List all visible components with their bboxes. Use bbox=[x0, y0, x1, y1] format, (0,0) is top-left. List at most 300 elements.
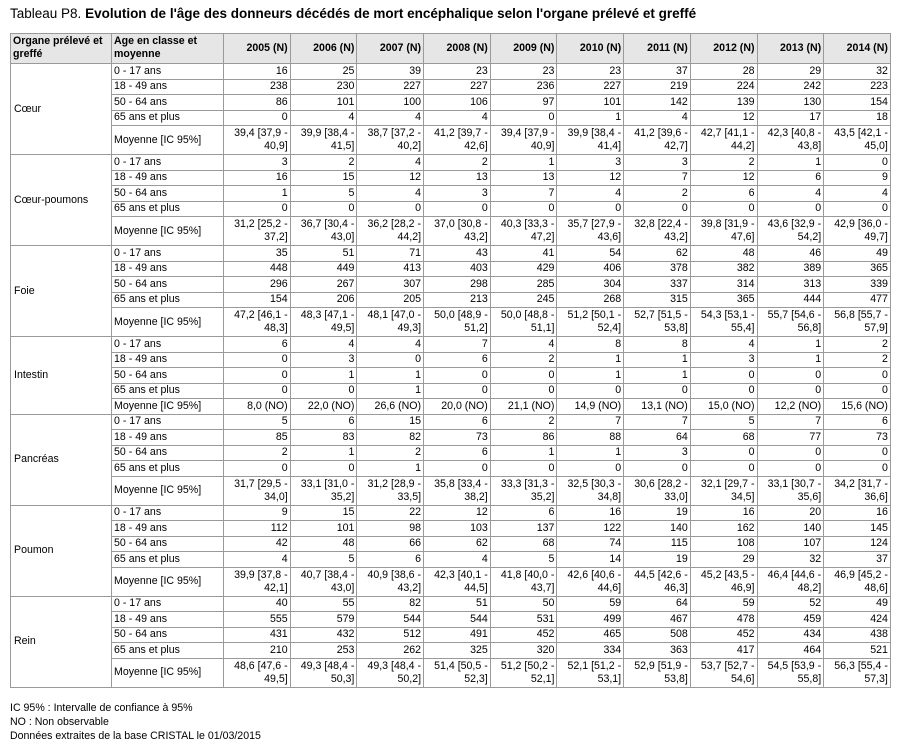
value-cell: 34,2 [31,7 - 36,6] bbox=[824, 476, 891, 505]
value-cell: 5 bbox=[290, 552, 357, 568]
value-cell: 83 bbox=[290, 430, 357, 446]
value-cell: 3 bbox=[624, 155, 691, 171]
table-row bbox=[11, 95, 891, 111]
value-cell: 12 bbox=[557, 170, 624, 186]
value-cell: 227 bbox=[357, 79, 424, 95]
value-cell: 0 bbox=[490, 201, 557, 217]
value-cell: 42 bbox=[224, 536, 291, 552]
value-cell: 32 bbox=[757, 552, 824, 568]
value-cell: 16 bbox=[690, 505, 757, 521]
value-cell: 106 bbox=[424, 95, 491, 111]
value-cell: 4 bbox=[424, 552, 491, 568]
value-cell: 5 bbox=[690, 414, 757, 430]
value-cell: 6 bbox=[424, 445, 491, 461]
value-cell: 314 bbox=[690, 277, 757, 293]
value-cell: 0 bbox=[490, 383, 557, 399]
value-cell: 0 bbox=[424, 383, 491, 399]
value-cell: 23 bbox=[490, 64, 557, 80]
value-cell: 6 bbox=[757, 170, 824, 186]
value-cell: 54,5 [53,9 - 55,8] bbox=[757, 658, 824, 687]
value-cell: 23 bbox=[557, 64, 624, 80]
value-cell: 36,7 [30,4 - 43,0] bbox=[290, 217, 357, 246]
value-cell: 5 bbox=[490, 552, 557, 568]
value-cell: 51 bbox=[290, 246, 357, 262]
value-cell: 51,2 [50,1 - 52,4] bbox=[557, 308, 624, 337]
value-cell: 0 bbox=[690, 383, 757, 399]
value-cell: 452 bbox=[690, 627, 757, 643]
value-cell: 59 bbox=[557, 596, 624, 612]
age-class-cell: 65 ans et plus bbox=[112, 383, 224, 399]
value-cell: 0 bbox=[490, 461, 557, 477]
value-cell: 499 bbox=[557, 612, 624, 628]
value-cell: 108 bbox=[690, 536, 757, 552]
value-cell: 30,6 [28,2 - 33,0] bbox=[624, 476, 691, 505]
value-cell: 29 bbox=[757, 64, 824, 80]
value-cell: 1 bbox=[624, 352, 691, 368]
value-cell: 4 bbox=[357, 186, 424, 202]
table-title-prefix: Tableau P8. bbox=[10, 6, 82, 21]
table-row bbox=[11, 536, 891, 552]
value-cell: 0 bbox=[224, 201, 291, 217]
value-cell: 40,7 [38,4 - 43,0] bbox=[290, 567, 357, 596]
header-organ: Organe prélevé et greffé bbox=[11, 34, 112, 64]
value-cell: 0 bbox=[357, 352, 424, 368]
value-cell: 22 bbox=[357, 505, 424, 521]
value-cell: 298 bbox=[424, 277, 491, 293]
value-cell: 245 bbox=[490, 292, 557, 308]
value-cell: 0 bbox=[757, 445, 824, 461]
value-cell: 62 bbox=[624, 246, 691, 262]
value-cell: 54,3 [53,1 - 55,4] bbox=[690, 308, 757, 337]
value-cell: 101 bbox=[290, 521, 357, 537]
value-cell: 0 bbox=[424, 201, 491, 217]
organ-cell: Cœur bbox=[11, 64, 112, 155]
header-age: Age en classe et moyenne bbox=[112, 34, 224, 64]
value-cell: 236 bbox=[490, 79, 557, 95]
organ-cell: Cœur-poumons bbox=[11, 155, 112, 246]
value-cell: 6 bbox=[424, 352, 491, 368]
value-cell: 491 bbox=[424, 627, 491, 643]
table-row bbox=[11, 201, 891, 217]
age-class-cell: 0 - 17 ans bbox=[112, 596, 224, 612]
table-row bbox=[11, 461, 891, 477]
value-cell: 35,7 [27,9 - 43,6] bbox=[557, 217, 624, 246]
value-cell: 13,1 (NO) bbox=[624, 399, 691, 415]
table-row bbox=[11, 567, 891, 596]
header-year: 2010 (N) bbox=[557, 34, 624, 64]
value-cell: 0 bbox=[557, 461, 624, 477]
age-class-cell: 18 - 49 ans bbox=[112, 430, 224, 446]
value-cell: 16 bbox=[224, 170, 291, 186]
value-cell: 37 bbox=[624, 64, 691, 80]
value-cell: 39,9 [38,4 - 41,4] bbox=[557, 126, 624, 155]
value-cell: 0 bbox=[224, 368, 291, 384]
age-class-cell: 50 - 64 ans bbox=[112, 536, 224, 552]
value-cell: 115 bbox=[624, 536, 691, 552]
value-cell: 33,1 [31,0 - 35,2] bbox=[290, 476, 357, 505]
value-cell: 66 bbox=[357, 536, 424, 552]
value-cell: 429 bbox=[490, 261, 557, 277]
table-row bbox=[11, 277, 891, 293]
organ-cell: Pancréas bbox=[11, 414, 112, 505]
table-row bbox=[11, 308, 891, 337]
value-cell: 4 bbox=[224, 552, 291, 568]
footnote: IC 95% : Intervalle de confiance à 95% bbox=[10, 702, 193, 714]
value-cell: 285 bbox=[490, 277, 557, 293]
value-cell: 49 bbox=[824, 596, 891, 612]
value-cell: 7 bbox=[757, 414, 824, 430]
value-cell: 42,3 [40,1 - 44,5] bbox=[424, 567, 491, 596]
value-cell: 3 bbox=[690, 352, 757, 368]
value-cell: 2 bbox=[624, 186, 691, 202]
value-cell: 0 bbox=[224, 110, 291, 126]
value-cell: 253 bbox=[290, 643, 357, 659]
value-cell: 85 bbox=[224, 430, 291, 446]
value-cell: 59 bbox=[690, 596, 757, 612]
age-class-cell: 18 - 49 ans bbox=[112, 261, 224, 277]
value-cell: 41 bbox=[490, 246, 557, 262]
value-cell: 52 bbox=[757, 596, 824, 612]
value-cell: 12 bbox=[690, 170, 757, 186]
value-cell: 124 bbox=[824, 536, 891, 552]
value-cell: 0 bbox=[424, 461, 491, 477]
age-class-cell: 18 - 49 ans bbox=[112, 170, 224, 186]
value-cell: 444 bbox=[757, 292, 824, 308]
age-class-cell: 18 - 49 ans bbox=[112, 612, 224, 628]
value-cell: 162 bbox=[690, 521, 757, 537]
value-cell: 86 bbox=[490, 430, 557, 446]
value-cell: 434 bbox=[757, 627, 824, 643]
value-cell: 48,6 [47,6 - 49,5] bbox=[224, 658, 291, 687]
value-cell: 13 bbox=[490, 170, 557, 186]
age-class-cell: 18 - 49 ans bbox=[112, 352, 224, 368]
table-row bbox=[11, 186, 891, 202]
value-cell: 15,6 (NO) bbox=[824, 399, 891, 415]
table-row bbox=[11, 430, 891, 446]
value-cell: 4 bbox=[757, 186, 824, 202]
value-cell: 7 bbox=[624, 414, 691, 430]
value-cell: 19 bbox=[624, 552, 691, 568]
value-cell: 382 bbox=[690, 261, 757, 277]
age-class-cell: 50 - 64 ans bbox=[112, 445, 224, 461]
value-cell: 1 bbox=[357, 461, 424, 477]
age-class-cell: Moyenne [IC 95%] bbox=[112, 308, 224, 337]
value-cell: 296 bbox=[224, 277, 291, 293]
value-cell: 7 bbox=[490, 186, 557, 202]
age-class-cell: 65 ans et plus bbox=[112, 110, 224, 126]
header-year: 2013 (N) bbox=[757, 34, 824, 64]
value-cell: 8 bbox=[624, 337, 691, 353]
table-row bbox=[11, 552, 891, 568]
age-class-cell: Moyenne [IC 95%] bbox=[112, 126, 224, 155]
value-cell: 50,0 [48,9 - 51,2] bbox=[424, 308, 491, 337]
value-cell: 54 bbox=[557, 246, 624, 262]
value-cell: 39,4 [37,9 - 40,9] bbox=[490, 126, 557, 155]
value-cell: 417 bbox=[690, 643, 757, 659]
value-cell: 77 bbox=[757, 430, 824, 446]
organ-cell: Foie bbox=[11, 246, 112, 337]
age-class-cell: 50 - 64 ans bbox=[112, 368, 224, 384]
value-cell: 0 bbox=[757, 461, 824, 477]
value-cell: 544 bbox=[357, 612, 424, 628]
value-cell: 48,3 [47,1 - 49,5] bbox=[290, 308, 357, 337]
value-cell: 52,1 [51,2 - 53,1] bbox=[557, 658, 624, 687]
value-cell: 0 bbox=[424, 368, 491, 384]
value-cell: 49,3 [48,4 - 50,2] bbox=[357, 658, 424, 687]
value-cell: 15,0 (NO) bbox=[690, 399, 757, 415]
value-cell: 6 bbox=[424, 414, 491, 430]
value-cell: 0 bbox=[224, 383, 291, 399]
value-cell: 41,2 [39,7 - 42,6] bbox=[424, 126, 491, 155]
value-cell: 1 bbox=[757, 352, 824, 368]
table-row bbox=[11, 383, 891, 399]
value-cell: 219 bbox=[624, 79, 691, 95]
age-class-cell: 65 ans et plus bbox=[112, 461, 224, 477]
value-cell: 464 bbox=[757, 643, 824, 659]
value-cell: 3 bbox=[424, 186, 491, 202]
age-class-cell: 0 - 17 ans bbox=[112, 505, 224, 521]
value-cell: 48 bbox=[290, 536, 357, 552]
value-cell: 467 bbox=[624, 612, 691, 628]
value-cell: 1 bbox=[290, 368, 357, 384]
value-cell: 15 bbox=[357, 414, 424, 430]
value-cell: 107 bbox=[757, 536, 824, 552]
value-cell: 50,0 [48,8 - 51,1] bbox=[490, 308, 557, 337]
value-cell: 49,3 [48,4 - 50,3] bbox=[290, 658, 357, 687]
value-cell: 205 bbox=[357, 292, 424, 308]
value-cell: 267 bbox=[290, 277, 357, 293]
table-body bbox=[11, 64, 891, 688]
value-cell: 140 bbox=[624, 521, 691, 537]
value-cell: 227 bbox=[557, 79, 624, 95]
value-cell: 242 bbox=[757, 79, 824, 95]
value-cell: 424 bbox=[824, 612, 891, 628]
value-cell: 227 bbox=[424, 79, 491, 95]
value-cell: 0 bbox=[690, 445, 757, 461]
value-cell: 4 bbox=[357, 110, 424, 126]
value-cell: 0 bbox=[824, 201, 891, 217]
age-class-cell: 65 ans et plus bbox=[112, 292, 224, 308]
value-cell: 6 bbox=[357, 552, 424, 568]
value-cell: 43,5 [42,1 - 45,0] bbox=[824, 126, 891, 155]
value-cell: 154 bbox=[824, 95, 891, 111]
value-cell: 452 bbox=[490, 627, 557, 643]
value-cell: 1 bbox=[557, 368, 624, 384]
data-table bbox=[10, 33, 891, 688]
table-row bbox=[11, 217, 891, 246]
value-cell: 139 bbox=[690, 95, 757, 111]
value-cell: 64 bbox=[624, 430, 691, 446]
value-cell: 33,1 [30,7 - 35,6] bbox=[757, 476, 824, 505]
value-cell: 213 bbox=[424, 292, 491, 308]
value-cell: 1 bbox=[357, 368, 424, 384]
value-cell: 28 bbox=[690, 64, 757, 80]
age-class-cell: 0 - 17 ans bbox=[112, 337, 224, 353]
age-class-cell: Moyenne [IC 95%] bbox=[112, 399, 224, 415]
value-cell: 68 bbox=[690, 430, 757, 446]
age-class-cell: 18 - 49 ans bbox=[112, 79, 224, 95]
age-class-cell: 50 - 64 ans bbox=[112, 95, 224, 111]
value-cell: 5 bbox=[224, 414, 291, 430]
age-class-cell: Moyenne [IC 95%] bbox=[112, 567, 224, 596]
value-cell: 82 bbox=[357, 430, 424, 446]
value-cell: 49 bbox=[824, 246, 891, 262]
value-cell: 0 bbox=[357, 201, 424, 217]
table-row bbox=[11, 170, 891, 186]
value-cell: 431 bbox=[224, 627, 291, 643]
value-cell: 1 bbox=[490, 155, 557, 171]
value-cell: 73 bbox=[424, 430, 491, 446]
value-cell: 0 bbox=[290, 201, 357, 217]
value-cell: 389 bbox=[757, 261, 824, 277]
value-cell: 304 bbox=[557, 277, 624, 293]
table-row bbox=[11, 445, 891, 461]
value-cell: 477 bbox=[824, 292, 891, 308]
value-cell: 98 bbox=[357, 521, 424, 537]
value-cell: 68 bbox=[490, 536, 557, 552]
value-cell: 46,4 [44,6 - 48,2] bbox=[757, 567, 824, 596]
table-row bbox=[11, 155, 891, 171]
value-cell: 48,1 [47,0 - 49,3] bbox=[357, 308, 424, 337]
value-cell: 1 bbox=[357, 383, 424, 399]
value-cell: 0 bbox=[824, 155, 891, 171]
value-cell: 1 bbox=[557, 445, 624, 461]
value-cell: 53,7 [52,7 - 54,6] bbox=[690, 658, 757, 687]
value-cell: 206 bbox=[290, 292, 357, 308]
value-cell: 337 bbox=[624, 277, 691, 293]
value-cell: 544 bbox=[424, 612, 491, 628]
value-cell: 1 bbox=[224, 186, 291, 202]
value-cell: 2 bbox=[490, 414, 557, 430]
value-cell: 42,7 [41,1 - 44,2] bbox=[690, 126, 757, 155]
value-cell: 17 bbox=[757, 110, 824, 126]
table-title bbox=[10, 6, 696, 21]
header-year: 2008 (N) bbox=[424, 34, 491, 64]
value-cell: 12 bbox=[424, 505, 491, 521]
value-cell: 448 bbox=[224, 261, 291, 277]
value-cell: 230 bbox=[290, 79, 357, 95]
value-cell: 15 bbox=[290, 505, 357, 521]
value-cell: 101 bbox=[557, 95, 624, 111]
value-cell: 6 bbox=[824, 414, 891, 430]
table-row bbox=[11, 627, 891, 643]
value-cell: 19 bbox=[624, 505, 691, 521]
value-cell: 122 bbox=[557, 521, 624, 537]
value-cell: 1 bbox=[757, 337, 824, 353]
value-cell: 12 bbox=[357, 170, 424, 186]
value-cell: 44,5 [42,6 - 46,3] bbox=[624, 567, 691, 596]
value-cell: 7 bbox=[557, 414, 624, 430]
value-cell: 86 bbox=[224, 95, 291, 111]
value-cell: 508 bbox=[624, 627, 691, 643]
value-cell: 9 bbox=[824, 170, 891, 186]
value-cell: 35,8 [33,4 - 38,2] bbox=[424, 476, 491, 505]
table-row bbox=[11, 414, 891, 430]
value-cell: 101 bbox=[290, 95, 357, 111]
value-cell: 38,7 [37,2 - 40,2] bbox=[357, 126, 424, 155]
value-cell: 2 bbox=[490, 352, 557, 368]
value-cell: 45,2 [43,5 - 46,9] bbox=[690, 567, 757, 596]
value-cell: 4 bbox=[424, 110, 491, 126]
value-cell: 531 bbox=[490, 612, 557, 628]
value-cell: 0 bbox=[224, 352, 291, 368]
value-cell: 4 bbox=[290, 337, 357, 353]
value-cell: 16 bbox=[824, 505, 891, 521]
value-cell: 154 bbox=[224, 292, 291, 308]
value-cell: 56,8 [55,7 - 57,9] bbox=[824, 308, 891, 337]
value-cell: 9 bbox=[224, 505, 291, 521]
value-cell: 62 bbox=[424, 536, 491, 552]
value-cell: 0 bbox=[290, 461, 357, 477]
age-class-cell: 50 - 64 ans bbox=[112, 186, 224, 202]
value-cell: 55 bbox=[290, 596, 357, 612]
table-row bbox=[11, 643, 891, 659]
value-cell: 2 bbox=[224, 445, 291, 461]
value-cell: 39,8 [31,9 - 47,6] bbox=[690, 217, 757, 246]
value-cell: 1 bbox=[557, 110, 624, 126]
value-cell: 0 bbox=[557, 383, 624, 399]
value-cell: 403 bbox=[424, 261, 491, 277]
value-cell: 307 bbox=[357, 277, 424, 293]
value-cell: 20,0 (NO) bbox=[424, 399, 491, 415]
value-cell: 36,2 [28,2 - 44,2] bbox=[357, 217, 424, 246]
value-cell: 210 bbox=[224, 643, 291, 659]
value-cell: 555 bbox=[224, 612, 291, 628]
value-cell: 325 bbox=[424, 643, 491, 659]
value-cell: 579 bbox=[290, 612, 357, 628]
footnote: NO : Non observable bbox=[10, 716, 109, 728]
value-cell: 0 bbox=[690, 461, 757, 477]
value-cell: 0 bbox=[690, 368, 757, 384]
value-cell: 512 bbox=[357, 627, 424, 643]
value-cell: 3 bbox=[224, 155, 291, 171]
value-cell: 339 bbox=[824, 277, 891, 293]
value-cell: 0 bbox=[824, 383, 891, 399]
value-cell: 8 bbox=[557, 337, 624, 353]
value-cell: 315 bbox=[624, 292, 691, 308]
value-cell: 268 bbox=[557, 292, 624, 308]
header-year: 2009 (N) bbox=[490, 34, 557, 64]
value-cell: 22,0 (NO) bbox=[290, 399, 357, 415]
organ-cell: Rein bbox=[11, 596, 112, 687]
value-cell: 71 bbox=[357, 246, 424, 262]
value-cell: 31,2 [28,9 - 33,5] bbox=[357, 476, 424, 505]
value-cell: 4 bbox=[290, 110, 357, 126]
value-cell: 0 bbox=[557, 201, 624, 217]
value-cell: 3 bbox=[290, 352, 357, 368]
table-row bbox=[11, 399, 891, 415]
value-cell: 238 bbox=[224, 79, 291, 95]
table-row bbox=[11, 505, 891, 521]
value-cell: 39 bbox=[357, 64, 424, 80]
value-cell: 32 bbox=[824, 64, 891, 80]
value-cell: 55,7 [54,6 - 56,8] bbox=[757, 308, 824, 337]
value-cell: 41,8 [40,0 - 43,7] bbox=[490, 567, 557, 596]
value-cell: 97 bbox=[490, 95, 557, 111]
value-cell: 39,9 [37,8 - 42,1] bbox=[224, 567, 291, 596]
value-cell: 112 bbox=[224, 521, 291, 537]
value-cell: 363 bbox=[624, 643, 691, 659]
value-cell: 4 bbox=[557, 186, 624, 202]
header-row bbox=[11, 34, 891, 64]
value-cell: 32,5 [30,3 - 34,8] bbox=[557, 476, 624, 505]
table-row bbox=[11, 368, 891, 384]
footnote: Données extraites de la base CRISTAL le 01/03/2015 bbox=[10, 730, 261, 742]
age-class-cell: 50 - 64 ans bbox=[112, 277, 224, 293]
value-cell: 32,8 [22,4 - 43,2] bbox=[624, 217, 691, 246]
age-class-cell: 18 - 49 ans bbox=[112, 521, 224, 537]
age-class-cell: 65 ans et plus bbox=[112, 552, 224, 568]
